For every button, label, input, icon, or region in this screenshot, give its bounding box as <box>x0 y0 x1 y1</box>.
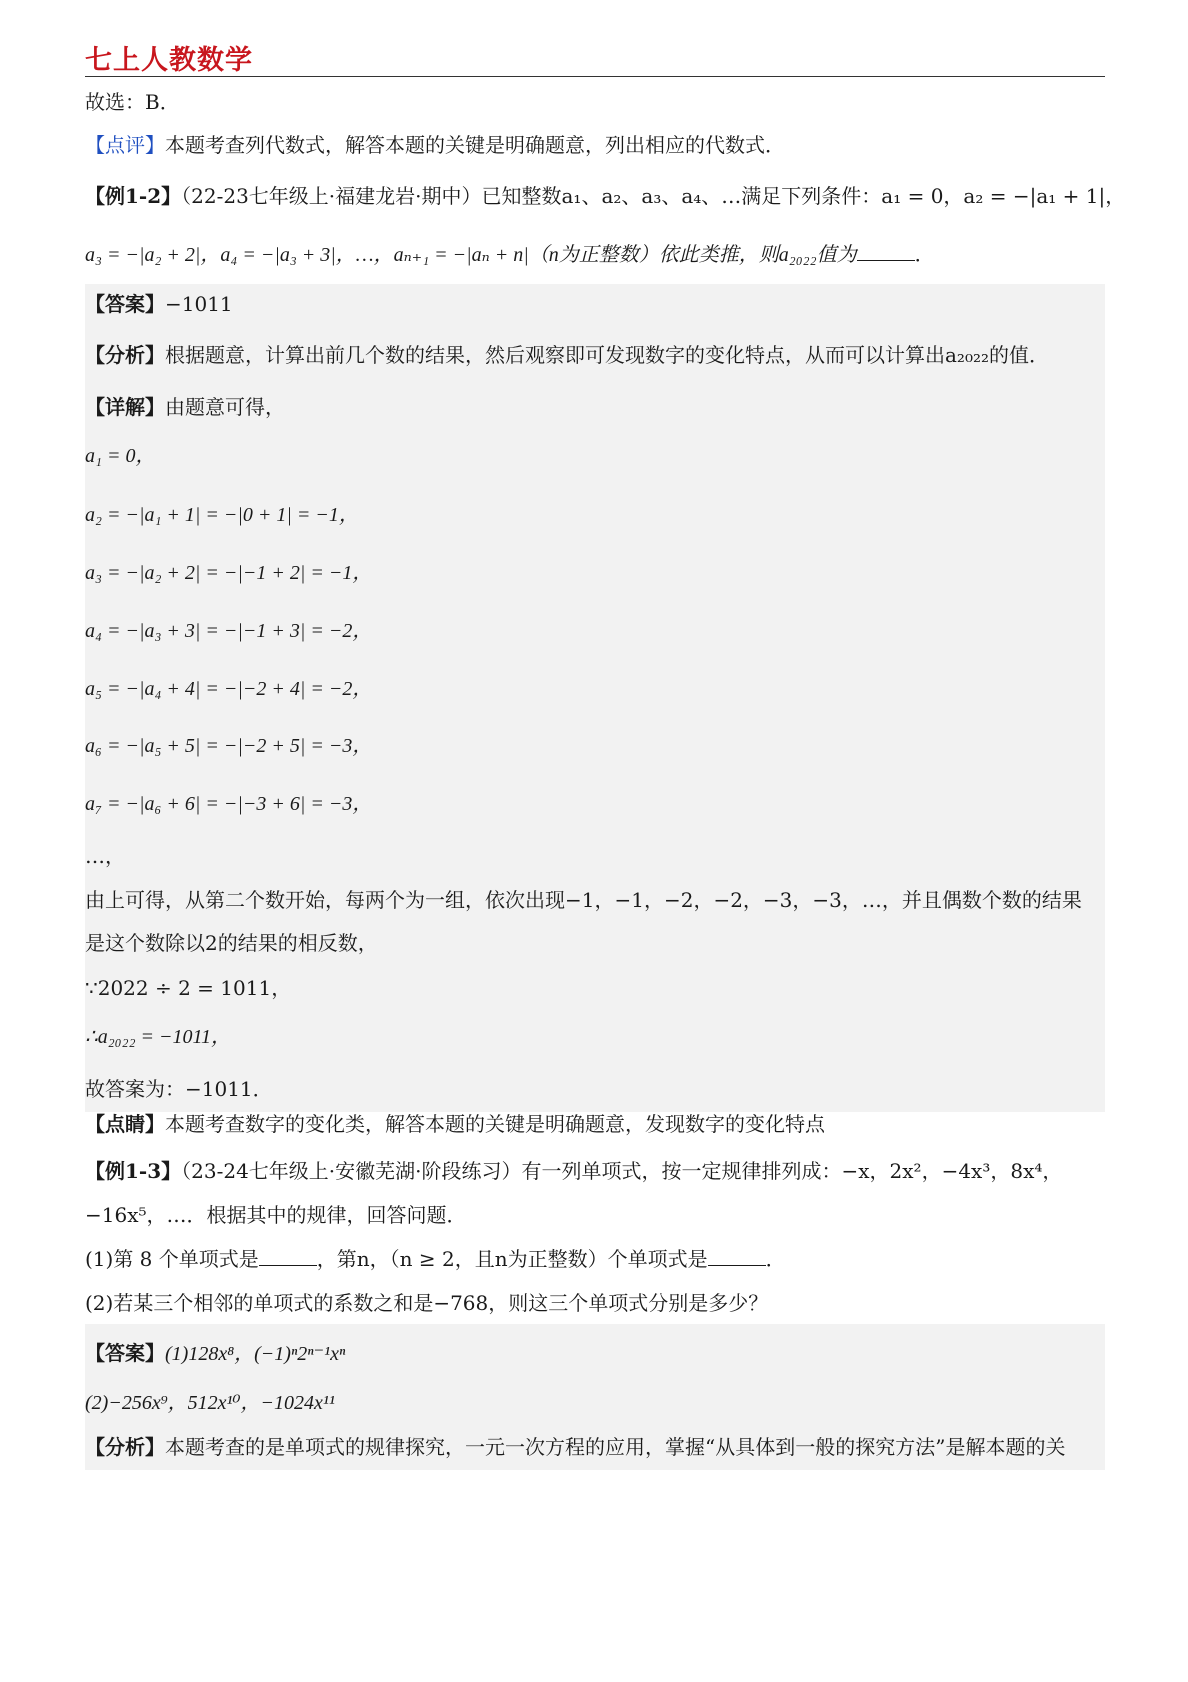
example-1-3-line-2: −16x⁵，…．根据其中的规律，回答问题． <box>85 1203 467 1227</box>
analysis-tag: 【分析】 <box>85 343 165 367</box>
dianjing-text: 本题考查数字的变化类，解答本题的关键是明确题意，发现数字的变化特点 <box>165 1112 825 1136</box>
answer-value: −1011 <box>165 292 233 316</box>
answer-value: (1)128x⁸，(−1)ⁿ2ⁿ⁻¹xⁿ <box>165 1343 346 1365</box>
equation-line: ∵2022 ÷ 2 = 1011， <box>85 976 292 1000</box>
dianjing-line <box>85 1111 825 1137</box>
answer-line-2: (2)−256x⁹，512x¹⁰，−1024x¹¹ <box>85 1392 335 1414</box>
example-text: （22-23七年级上·福建龙岩·期中）已知整数a₁、a₂、a₃、a₄、…满足下列条件：a₁ = 0，a₂ = −|a₁ + 1|， <box>181 184 1126 208</box>
example-1-3-line <box>85 1158 1062 1184</box>
detail-tag: 【详解】 <box>85 395 165 419</box>
answer-tag: 【答案】 <box>85 292 165 316</box>
page-header-title: 七上人教数学 <box>85 45 253 76</box>
period: ． <box>765 1247 786 1271</box>
analysis-tag: 【分析】 <box>85 1435 165 1459</box>
example-text: （23-24七年级上·安徽芜湖·阶段练习）有一列单项式，按一定规律排列成：−x，2x²，−4x³，8x⁴， <box>181 1159 1063 1183</box>
equation-line: a₃ = −|a₂ + 2| = −|−1 + 2| = −1， <box>85 562 373 584</box>
ellipsis-line: …， <box>85 844 125 868</box>
text-line: 故选：B． <box>85 90 180 114</box>
equation-line: a₅ = −|a₄ + 4| = −|−2 + 4| = −2， <box>85 678 373 700</box>
question-text: ，第n，（n ≥ 2，且n为正整数）个单项式是 <box>316 1247 708 1271</box>
analysis-line <box>85 1434 1065 1460</box>
question-1-line <box>85 1246 786 1272</box>
question-text: (1)第 8 个单项式是 <box>85 1247 259 1271</box>
comment-tag: 【点评】 <box>85 133 165 157</box>
period: ． <box>914 242 935 266</box>
comment-line <box>85 132 785 158</box>
final-answer-line: 故答案为：−1011． <box>85 1077 273 1101</box>
comment-text: 本题考查列代数式，解答本题的关键是明确题意，列出相应的代数式． <box>165 133 785 157</box>
detail-line <box>85 394 285 420</box>
answer-blank <box>857 242 915 261</box>
detail-text: 由题意可得， <box>165 395 285 419</box>
text-line: 是这个数除以2的结果的相反数， <box>85 931 378 955</box>
answer-line <box>85 291 233 317</box>
analysis-text: 根据题意，计算出前几个数的结果，然后观察即可发现数字的变化特点，从而可以计算出a₂₀₂₂的值． <box>165 343 1049 367</box>
answer-blank <box>259 1247 317 1266</box>
equation-line: a₇ = −|a₆ + 6| = −|−3 + 6| = −3， <box>85 793 373 815</box>
answer-line <box>85 1340 345 1367</box>
question-2-line: (2)若某三个相邻的单项式的系数之和是−768，则这三个单项式分别是多少？ <box>85 1291 769 1315</box>
example-tag: 【例1-3】 <box>85 1159 182 1183</box>
dianjing-tag: 【点睛】 <box>85 1112 165 1136</box>
example-1-2-line-2 <box>85 241 935 268</box>
header-divider <box>85 76 1105 77</box>
text-line: 由上可得，从第二个数开始，每两个为一组，依次出现−1，−1，−2，−2，−3，−3，…，并且偶数个数的结果 <box>85 888 1082 912</box>
equation-line: a₄ = −|a₃ + 3| = −|−1 + 3| = −2， <box>85 620 373 642</box>
example-tag: 【例1-2】 <box>85 184 182 208</box>
example-1-2-line <box>85 183 1125 209</box>
analysis-line <box>85 342 1049 368</box>
answer-blank <box>708 1247 766 1266</box>
example-text: a₃ = −|a₂ + 2|，a₄ = −|a₃ + 3|，…，aₙ₊₁ = −|aₙ + n|（n为正整数）依此类推，则a₂₀₂₂值为 <box>85 244 857 266</box>
answer-tag: 【答案】 <box>85 1341 165 1365</box>
equation-line: a₆ = −|a₅ + 5| = −|−2 + 5| = −3， <box>85 735 373 757</box>
equation-line: ∴a₂₀₂₂ = −1011， <box>85 1026 232 1048</box>
equation-line: a₁ = 0， <box>85 445 156 467</box>
equation-line: a₂ = −|a₁ + 1| = −|0 + 1| = −1， <box>85 504 359 526</box>
analysis-text: 本题考查的是单项式的规律探究，一元一次方程的应用，掌握“从具体到一般的探究方法”是解本题的关 <box>165 1435 1066 1459</box>
